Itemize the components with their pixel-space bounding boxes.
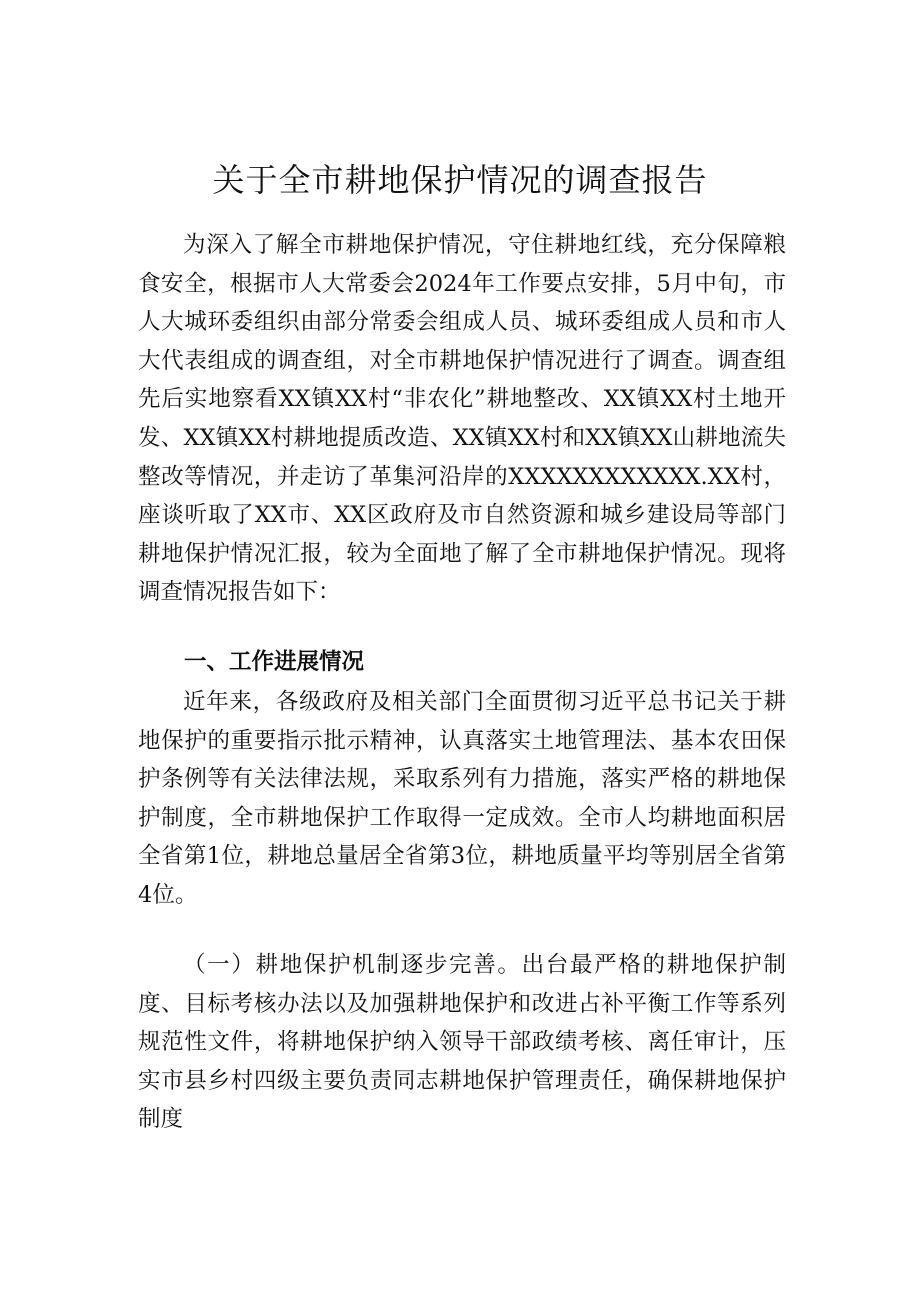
section-body-paragraph: 近年来，各级政府及相关部门全面贯彻习近平总书记关于耕地保护的重要指示批示精神，认真落实土地管理法、基本农田保护条例等有关法律法规，采取系列有力措施，落实严格的耕地保护制度，全市耕地保护工作取得一定成效。全市人均耕地面积居全省第1位，耕地总量居全省第3位，耕地质量平均等别居全省第4位。: [138, 689, 786, 908]
intro-paragraph: 为深入了解全市耕地保护情况，守住耕地红线，充分保障粮食安全，根据市人大常委会2024年工作要点安排，5月中旬，市人大城环委组织由部分常委会组成人员、城环委组成人员和市人大代表组成的调查组，对全市耕地保护情况进行了调查。调查组先后实地察看XX镇XX村“非农化”耕地整改、XX镇XX村土地开发、XX镇XX村耕地提质改造、XX镇XX村和XX镇XX山耕地流失整改等情况，并走访了革集河沿岸的XXXXXXXXXXXX.XX村，座谈听取了XX市、XX区政府及市自然资源和城乡建设局等部门耕地保护情况汇报，较为全面地了解了全市耕地保护情况。现将调查情况报告如下：: [138, 232, 786, 606]
subsection-paragraph: （一）耕地保护机制逐步完善。出台最严格的耕地保护制度、目标考核办法以及加强耕地保护和改进占补平衡工作等系列规范性文件，将耕地保护纳入领导干部政绩考核、离任审计，压实市县乡村四级主要负责同志耕地保护管理责任，确保耕地保护制度: [138, 952, 786, 1133]
document-title: 关于全市耕地保护情况的调查报告: [212, 161, 708, 199]
section-heading-work-progress: 一、工作进展情况: [184, 649, 365, 675]
